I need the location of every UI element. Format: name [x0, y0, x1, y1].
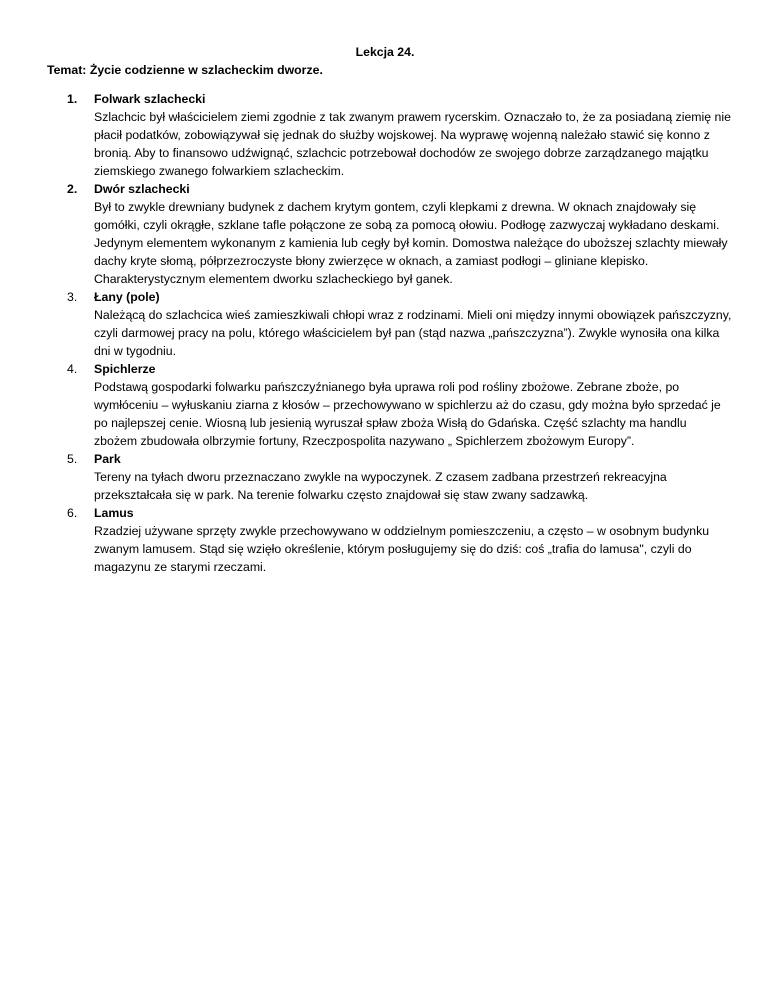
section-number: 2.	[67, 182, 78, 196]
section-number: 5.	[67, 452, 78, 466]
section-number: 4.	[67, 362, 78, 376]
topic-title: Temat: Życie codzienne w szlacheckim dworze.	[47, 63, 323, 77]
section-body: Rzadziej używane sprzęty zwykle przechowywano w oddzielnym pomieszczeniu, a często – w osobnym budynku zwanym lamusem. Stąd się wzięło określenie, którym posługujemy się do dziś: coś „trafia do lamusa", czyli do magazynu ze starymi rzeczami.	[94, 524, 710, 574]
section-lamus	[0, 504, 768, 576]
section-dwor	[0, 180, 768, 288]
section-heading: Folwark szlachecki	[94, 92, 206, 106]
section-body: Był to zwykle drewniany budynek z dachem krytym gontem, czyli klepkami z drewna. W oknach znajdowały się gomółki, czyli okrągłe, szklane tafle połączone ze sobą za pomocą ołowiu. Podłogę zazwyczaj wykładano deskami. Jedynym elementem wykonanym z kamienia lub cegły był komin. Domostwa należące do uboższej szlachty miewały dachy kryte słomą, półprzezroczyste błony zwierzęce w oknach, a zamiast podłogi – gliniane klepisko. Charakterystycznym elementem dworku szlacheckiego był ganek.	[94, 200, 728, 286]
section-body: Tereny na tyłach dworu przeznaczano zwykle na wypoczynek. Z czasem zadbana przestrzeń rekreacyjna przekształcała się w park. Na terenie folwarku często znajdował się staw zwany sadzawką.	[94, 470, 667, 502]
sections-list	[0, 90, 768, 576]
section-heading: Park	[94, 452, 121, 466]
section-park	[0, 450, 768, 504]
section-folwark	[0, 90, 768, 180]
section-number: 1.	[67, 92, 78, 106]
section-heading: Łany (pole)	[94, 290, 160, 304]
section-lany	[0, 288, 768, 360]
section-body: Szlachcic był właścicielem ziemi zgodnie z tak zwanym prawem rycerskim. Oznaczało to, że za posiadaną ziemię nie płacił podatków, zobowiązywał się jednak do służby wojskowej. Na wyprawę wojenną należało stawić się konno z bronią. Aby to finansowo udźwignąć, szlachcic potrzebował dochodów ze swojego dobrze zarządzanego majątku ziemskiego zwanego folwarkiem szlacheckim.	[94, 110, 731, 178]
section-number: 3.	[67, 290, 78, 304]
section-body: Należącą do szlachcica wieś zamieszkiwali chłopi wraz z rodzinami. Mieli oni między innymi obowiązek pańszczyzny, czyli darmowej pracy na polu, którego właścicielem był pan (stąd nazwa „pańszczyzna”). Zwykle wynosiła ona kilka dni w tygodniu.	[94, 308, 732, 358]
section-heading: Spichlerze	[94, 362, 156, 376]
section-heading: Lamus	[94, 506, 134, 520]
section-heading: Dwór szlachecki	[94, 182, 190, 196]
section-body: Podstawą gospodarki folwarku pańszczyźnianego była uprawa roli pod rośliny zbożowe. Zebrane zboże, po wymłóceniu – wyłuskaniu ziarna z kłosów – przechowywano w spichlerzu aż do czasu, gdy można było sprzedać je po najlepszej cenie. Wiosną lub jesienią wyruszał spław zboża Wisłą do Gdańska. Część szlachty ma handlu zbożem zbudowała olbrzymie fortuny, Rzeczpospolita nazywano „ Spichlerzem zbożowym Europy”.	[94, 380, 721, 448]
section-spichlerze	[0, 360, 768, 450]
lesson-title: Lekcja 24.	[355, 45, 415, 59]
section-number: 6.	[67, 506, 78, 520]
